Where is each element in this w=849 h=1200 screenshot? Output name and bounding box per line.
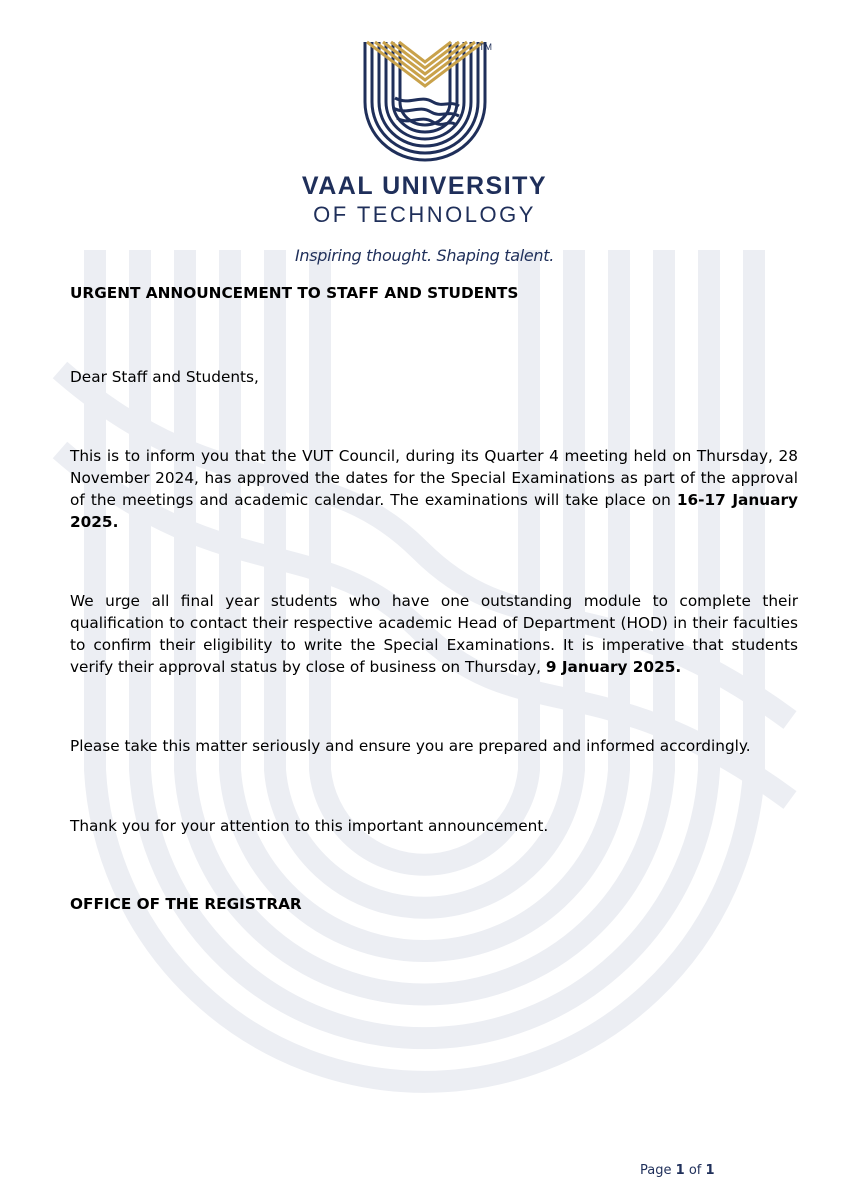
greeting: Dear Staff and Students, bbox=[70, 368, 259, 386]
paragraph-council-text: This is to inform you that the VUT Council, during its Quarter 4 meeting held on Thursday, 28 November 2024, has approved the dates for the Special Examinations as part of the approval of the meetings and academic calendar. The examinations will take place on bbox=[70, 447, 798, 509]
watermark-graphic bbox=[0, 250, 849, 1200]
signature-office: OFFICE OF THE REGISTRAR bbox=[70, 895, 302, 913]
university-tagline: Inspiring thought. Shaping talent. bbox=[294, 246, 555, 265]
page-current: 1 bbox=[675, 1163, 685, 1178]
paragraph-eligibility-text: We urge all final year students who have one outstanding module to complete their qualification to contact their respective academic Head of Department (HOD) in their faculties to confirm their eligibility to write the Special Examinations. It is imperative that students verify their approval status by close of business on Thursday, bbox=[70, 592, 798, 676]
page-word: Page bbox=[640, 1163, 672, 1178]
exam-dates-highlight: 16-17 January 2025. bbox=[70, 491, 798, 531]
announcement-heading: URGENT ANNOUNCEMENT TO STAFF AND STUDENTS bbox=[70, 284, 519, 302]
paragraph-council-approval bbox=[70, 445, 798, 533]
page-number bbox=[640, 1163, 715, 1178]
trademark-label: TM bbox=[478, 42, 492, 52]
paragraph-thank-you: Thank you for your attention to this important announcement. bbox=[70, 817, 549, 835]
paragraph-student-eligibility bbox=[70, 590, 798, 678]
page-of: of bbox=[688, 1163, 702, 1178]
deadline-date-highlight: 9 January 2025. bbox=[545, 658, 682, 676]
university-name-line1: VAAL UNIVERSITY bbox=[301, 172, 548, 200]
page-total: 1 bbox=[705, 1163, 715, 1178]
university-logo bbox=[0, 36, 849, 265]
paragraph-take-seriously: Please take this matter seriously and ensure you are prepared and informed accordingly. bbox=[70, 737, 751, 755]
vut-shield-icon bbox=[355, 36, 495, 162]
university-name-line2: OF TECHNOLOGY bbox=[313, 202, 536, 227]
